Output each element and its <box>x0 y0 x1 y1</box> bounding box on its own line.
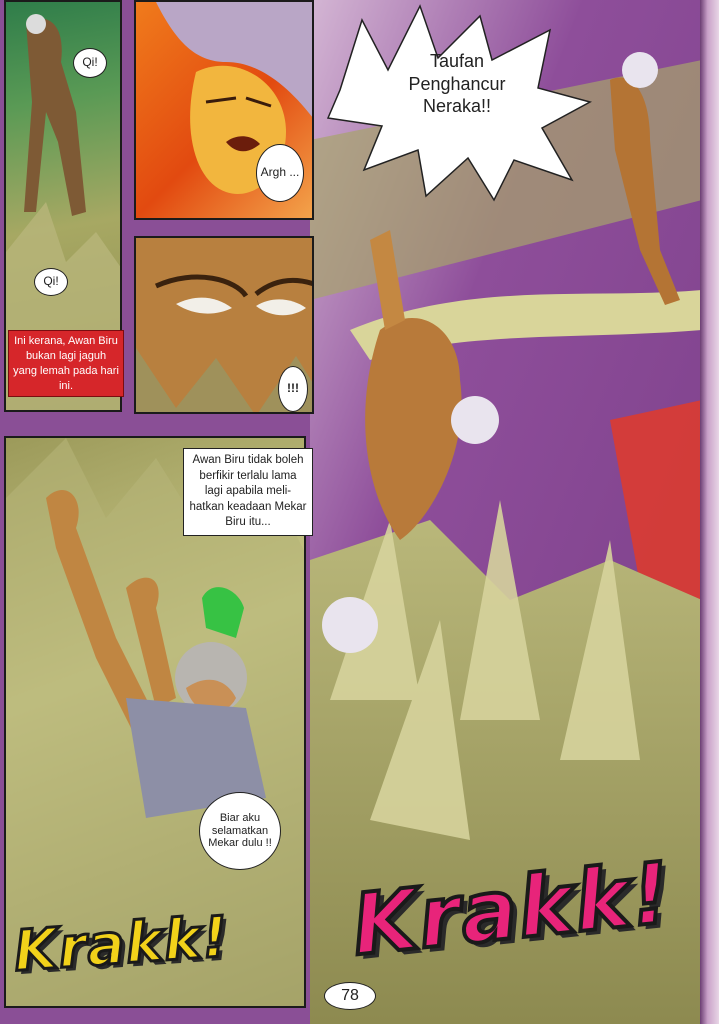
sfx-krakk-pink: Krakk! <box>347 843 676 975</box>
burst-shout-text: Taufan Penghancur Neraka!! <box>408 51 506 116</box>
speech-bubble-qi-top: Qi! <box>73 48 107 78</box>
page-number: 78 <box>324 982 376 1010</box>
caption-narration-red: Ini kerana, Awan Biru bukan lagi jaguh yang lemah pada hari ini. <box>8 330 124 397</box>
page-spine <box>700 0 719 1024</box>
panel-2 <box>134 0 314 220</box>
speech-bubble-argh: Argh ... <box>256 144 304 202</box>
sfx-krakk-yellow: Krakk! <box>11 904 231 985</box>
caption-narration-awan-biru: Awan Biru tidak boleh berfikir terlalu lama lagi apabila meli-hatkan keadaan Mekar Biru itu... <box>183 448 313 536</box>
speech-bubble-qi-mid: Qi! <box>34 268 68 296</box>
speech-bubble-exclaim: !!! <box>278 366 308 412</box>
speech-bubble-rescue: Biar aku selamatkan Mekar dulu !! <box>199 792 281 870</box>
panel-3 <box>134 236 314 414</box>
